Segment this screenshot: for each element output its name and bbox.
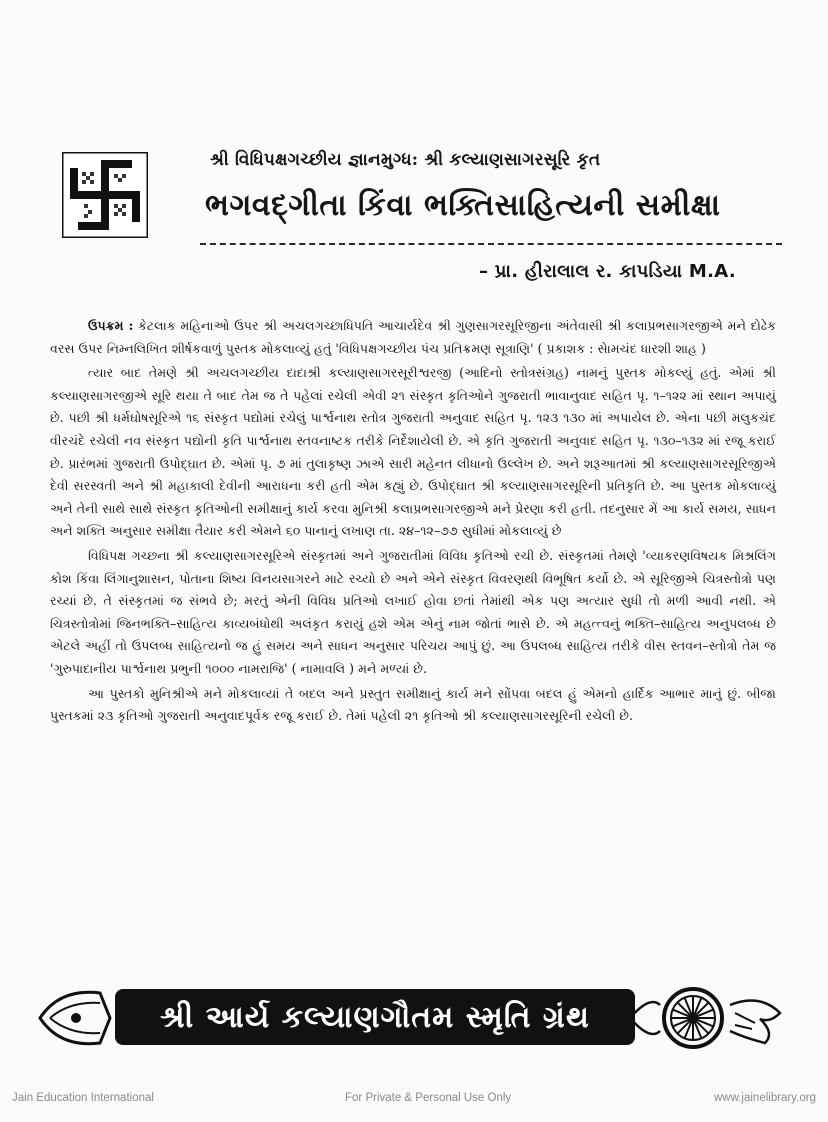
footer-center-text: For Private & Personal Use Only [345,1092,512,1104]
footer-left-text: Jain Education International [12,1092,154,1104]
paragraph: વિધિપક્ષ ગચ્છના શ્રી કલ્યાણસાગરસૂરિએ સંસ્કૃતમાં અને ગુજરાતીમાં વિવિધ કૃતિઓ રચી છે. સંસ્કૃતમાં તેમણે 'વ્યાકરણવિષયક મિશ્રલિંગ કોશ કિંવા લિંગાનુશાસન, પોતાના શિષ્ય વિનયસાગરને માટે રચ્યો છે અને એને સંસ્કૃત વિવરણથી વિભૂષિત કર્યો છે. એ સૂરિજીએ ચિત્રસ્તોત્રો પણ રચ્યાં છે. તે સંસ્કૃતમાં જ સંભવે છે; મરતું એની વિવિધ પ્રતિઓ લખાઈ હોવા છતાં તેમાંથી એક પણ અત્યાર સુધી તો મળી આવી નથી. એ ચિત્રસ્તોત્રોમાં જિનભક્તિ–સાહિત્ય કાવ્યબંધોથી અલંકૃત કરાયું હશે એમ એનું નામ જોતાં ભાસે છે. એ મહત્ત્વનું ભક્તિ–સાહિત્ય અનુપલબ્ધ છે એટલે અહીં તો ઉપલબ્ધ સાહિત્યનો જ હું સમય અને સાધન અનુસાર પરિચય આપું છું. આ ઉપલબ્ધ સાહિત્ય તરીકે વીસ સ્તવન–સ્તોત્રો તેમ જ 'ગુરુપાદાનીય પાર્શ્વનાથ પ્રભુની ૧૦૦૦ નામરાજિ' ( નામાવલિ ) મને મળ્યાં છે. [50,547,776,676]
banner-title: શ્રી આર્ય કલ્યાણગૌતમ સ્મૃતિ ગ્રંથ [115,989,635,1045]
divider [200,243,782,245]
swastika-icon [62,152,148,238]
footer-link[interactable]: www.jainelibrary.org [713,1092,816,1104]
paragraph [50,315,776,360]
page-footer [0,1092,828,1112]
paragraph: ત્યાર બાદ તેમણે શ્રી અચલગચ્છીય દાદાશ્રી કલ્યાણસાગરસૂરીશ્વરજી (આદિનો સ્તોત્રસંગ્રહ) નામનું પુસ્તક મોકલ્યું હતું. એમાં શ્રી કલ્યાણસાગરજીએ સૂરિ થયા તે બાદ તેમ જ તે પહેલાં રચેલી એવી ૨૧ સંસ્કૃત કૃતિઓને ગુજરાતી ભાવાનુવાદ સહિત પૃ. ૧–૧૨૨ માં સ્થાન અપાયું છે. પછી શ્રી ધર્મઘોષસૂરિએ ૧૬ સંસ્કૃત પદ્યોમાં રચેલું પાર્શ્વનાથ સ્તોત્ર ગુજરાતી અનુવાદ સહિત પૃ. ૧૨૩ ૧૩૦ માં અપાયેલ છે. એના પછી મલુકચંદ વીરચંદે રચેલી નવ સંસ્કૃત પદ્યોની કૃતિ પાર્શ્વનાથ સ્તવનાષ્ટક તરીકે નિર્દેશાયેલી છે. એ કૃતિ ગુજરાતી અનુવાદ સહિત પૃ. ૧૩૦–૧૩૨ માં રજૂ કરાઈ છે. પ્રારંભમાં ગુજરાતી ઉપોદ્ઘાત છે. એમાં પૃ. ૭ માં તુલાકૃષ્ણ ઝાએ સારી મહેનત લીધાનો ઉલ્લેખ છે. અને શરૂઆતમાં શ્રી કલ્યાણસાગરસૂરિજીએ દેવી સરસ્વતી અને શ્રી મહાકાલી દેવીની આરાધના કરી હતી એમ કહ્યું છે. ઉપોદ્ઘાત શ્રી કલ્યાણસાગરસૂરિની પ્રતિકૃતિ છે. આ પુસ્તક મોકલાવ્યું અને તેની સાથે સાથે સંસ્કૃત કૃતિઓની સમીક્ષાનું કાર્ય કરવા મુનિશ્રી કલાપ્રભસાગરજીએ મને પ્રેરણા કરી હતી. તદનુસાર મેં આ કાર્ય સમય, સાધન અને શક્તિ અનુસાર સમીક્ષા તૈયાર કરી એમને ૬૦ પાનાનું લખાણ તા. ૨૪–૧૨–૭૭ સુધીમાં મોકલાવ્યું છે [50,365,776,539]
paragraph-lead: ઉપક્રમ : [88,318,134,333]
article-body [50,315,776,730]
dharma-wheel-icon [660,985,726,1051]
author-line: – પ્રા. હીરાલાલ ર. કાપડિયા M.A. [478,261,736,282]
page-title: ભગવદ્ગીતા કિંવા ભક્તિસાહિત્યની સમીક્ષા [205,188,721,223]
footer-banner [30,983,796,1053]
paragraph-text: કેટલાક મહિનાઓ ઉપર શ્રી અચલગચ્છાધિપતિ આચાર્યદેવ શ્રી ગુણસાગરસૂરિજીના અંતેવાસી શ્રી કલાપ્રભસાગરજીએ મને દોઢેક વરસ ઉપર નિમ્નલિખિત શીર્ષકવાળું પુસ્તક મોકલાવ્યું હતું 'વિધિપક્ષગચ્છીય પંચ પ્રતિક્રમણ સૂત્રાણિ' ( પ્રકાશક : સેામચંદ ધારશી શાહ ) [50,318,776,356]
header-subtitle: શ્રી વિધિપક્ષગચ્છીય જ્ઞાનમુગ્ધ: શ્રી કલ્યાણસાગરસૂરિ કૃત [210,150,601,170]
paragraph: આ પુસ્તકો મુનિશ્રીએ મને મોકલાવ્યાં તે બદલ અને પ્રસ્તુત સમીક્ષાનું કાર્ય મને સોંપવા બદલ હું એમનો હાર્દિક આભાર માનું છું. બીજા પુસ્તકમાં ૨૩ કૃતિઓ ગુજરાતી અનુવાદપૂર્વક રજૂ કરાઈ છે. તેમાં પહેલી ૨૧ કૃતિઓ શ્રી કલ્યાણસાગરસૂરિની રચેલી છે. [50,685,776,724]
